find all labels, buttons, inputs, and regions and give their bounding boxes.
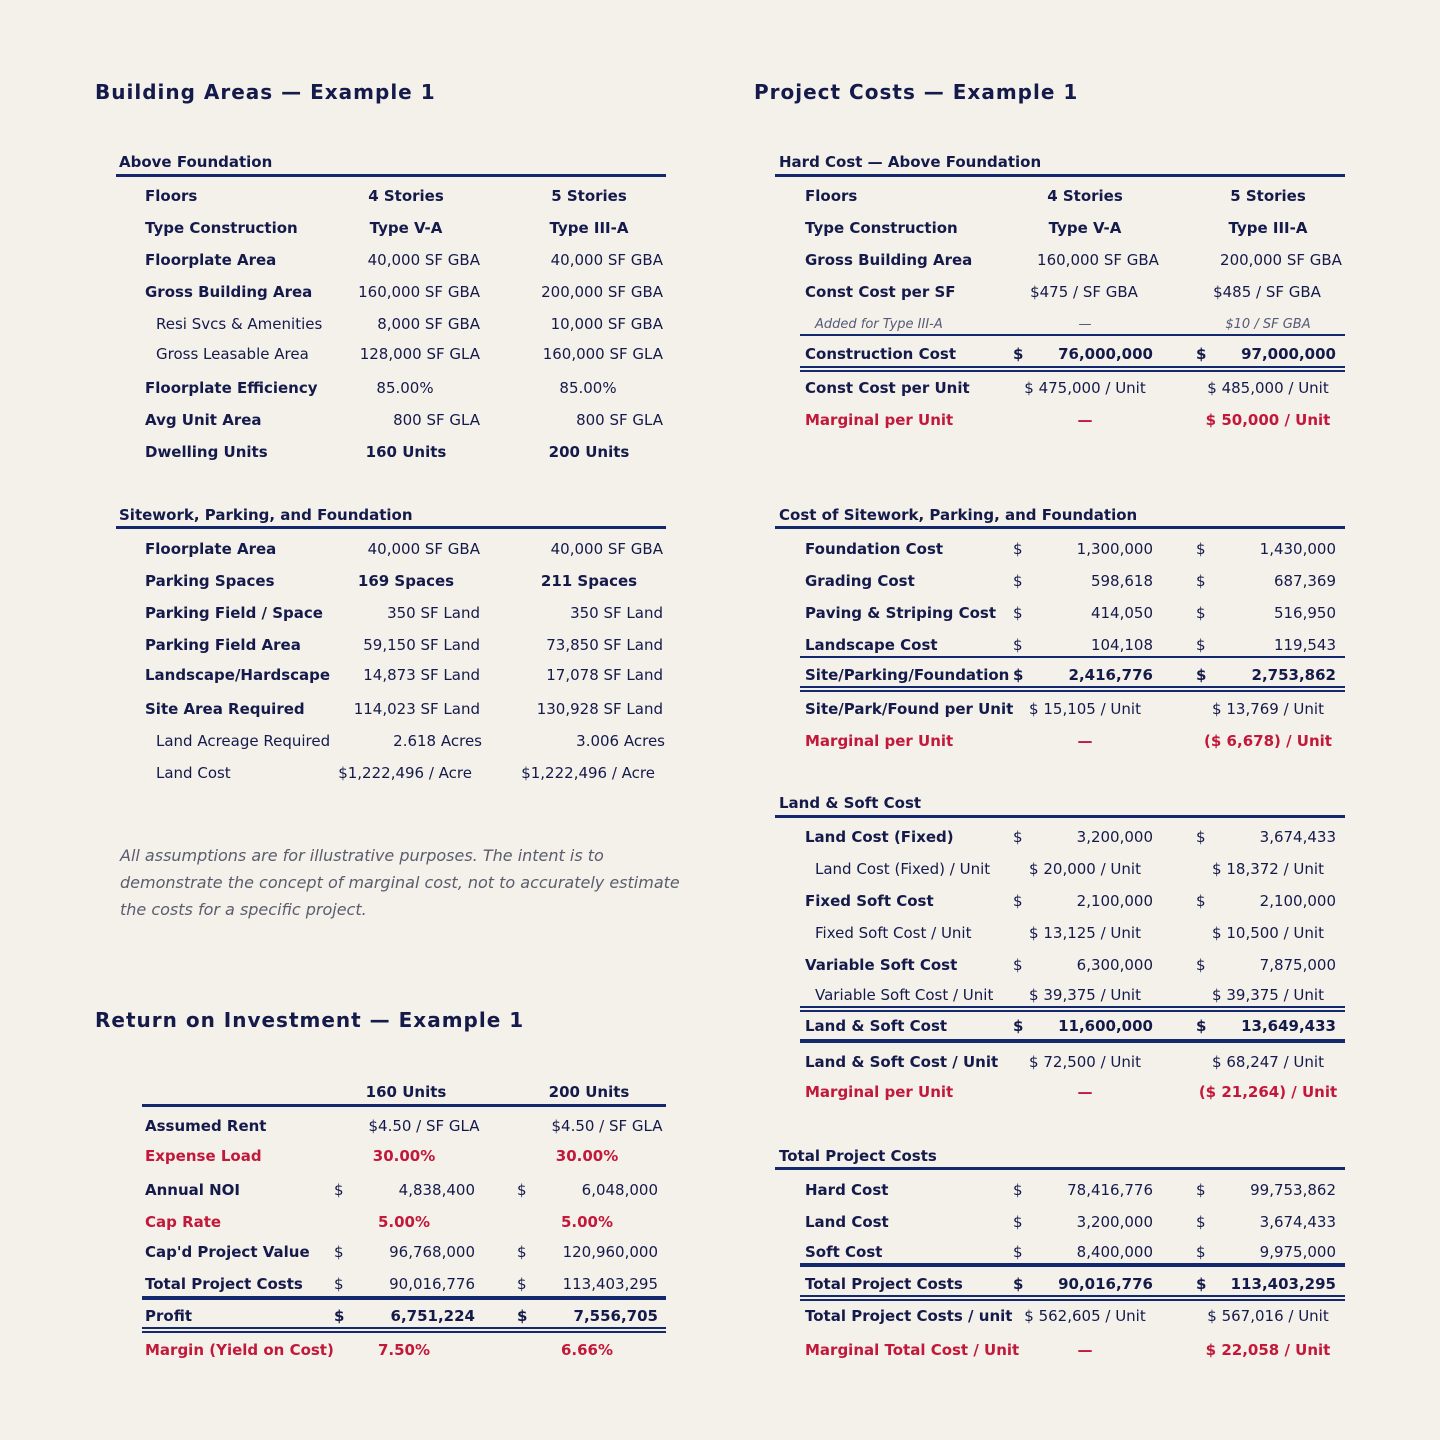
value-b: ($ 6,678) / Unit <box>1204 732 1332 750</box>
value-a: $ 20,000 / Unit <box>1029 860 1141 878</box>
value-b: $ 39,375 / Unit <box>1212 986 1324 1004</box>
dollar-sign: $ <box>1196 636 1206 654</box>
cost-row-label: Land Cost (Fixed) / Unit <box>815 860 991 878</box>
value-a: $4.50 / SF GLA <box>368 1117 480 1135</box>
above-foundation-heading: Above Foundation <box>119 153 273 171</box>
value-b: $ 22,058 / Unit <box>1205 1341 1331 1359</box>
dollar-sign: $ <box>1196 604 1206 622</box>
cost-row-label: Land & Soft Cost <box>805 1017 948 1035</box>
cost-row-label: Land & Soft Cost / Unit <box>805 1053 999 1071</box>
value-b: ($ 21,264) / Unit <box>1198 1083 1338 1101</box>
value-b: $ 567,016 / Unit <box>1207 1307 1329 1325</box>
value-a: 30.00% <box>372 1147 436 1165</box>
value-a: 8,000 SF GBA <box>377 315 480 333</box>
value-a: $475 / SF GBA <box>1030 283 1138 301</box>
dollar-sign: $ <box>1196 956 1206 974</box>
value-a: 2,416,776 <box>1068 666 1153 684</box>
cost-row-label: Marginal Total Cost / Unit <box>805 1341 1020 1359</box>
value-a: — <box>1077 1341 1093 1359</box>
divider <box>800 686 1345 688</box>
value-a: 2,100,000 <box>1076 892 1153 910</box>
value-a: Type V-A <box>1048 219 1122 237</box>
roi-col-b-header: 200 Units <box>548 1083 630 1101</box>
dollar-sign: $ <box>334 1243 344 1261</box>
dollar-sign: $ <box>1013 1243 1023 1261</box>
row-label: Land Acreage Required <box>156 732 331 750</box>
dollar-sign: $ <box>1196 892 1206 910</box>
value-a: $ 562,605 / Unit <box>1024 1307 1146 1325</box>
value-a: 350 SF Land <box>387 604 480 622</box>
value-a: — <box>1077 411 1093 429</box>
cost-row-label: Marginal per Unit <box>805 411 954 429</box>
divider <box>142 1296 666 1300</box>
value-a: 1,300,000 <box>1076 540 1153 558</box>
value-b: 3.006 Acres <box>576 732 665 750</box>
value-b: 3,674,433 <box>1259 828 1336 846</box>
cost-row-label: Land Cost (Fixed) <box>805 828 954 846</box>
row-label: Floorplate Area <box>145 251 277 269</box>
dollar-sign: $ <box>1013 540 1023 558</box>
divider <box>800 1263 1345 1267</box>
row-label: Floorplate Efficiency <box>145 379 318 397</box>
value-a: 90,016,776 <box>389 1275 475 1293</box>
value-a: 160,000 SF GBA <box>1037 251 1159 269</box>
value-b: Type III-A <box>549 219 629 237</box>
dollar-sign: $ <box>1196 540 1206 558</box>
cost-row-label: Fixed Soft Cost <box>805 892 934 910</box>
value-b: 7,556,705 <box>573 1307 658 1325</box>
cost-row-label: Soft Cost <box>805 1243 883 1261</box>
cost-row-label: Total Project Costs <box>805 1275 963 1293</box>
divider <box>800 1039 1345 1043</box>
value-a: 2.618 Acres <box>393 732 482 750</box>
dollar-sign: $ <box>1196 1213 1206 1231</box>
value-b: 5.00% <box>560 1213 614 1231</box>
dollar-sign: $ <box>1196 828 1206 846</box>
divider <box>775 526 1345 529</box>
dollar-sign: $ <box>334 1181 344 1199</box>
value-a: $1,222,496 / Acre <box>338 764 472 782</box>
dollar-sign: $ <box>1013 956 1023 974</box>
roi-row-label: Margin (Yield on Cost) <box>145 1341 334 1359</box>
cost-row-label: Total Project Costs / unit <box>805 1307 1013 1325</box>
roi-row-label: Cap'd Project Value <box>145 1243 310 1261</box>
value-b: 10,000 SF GBA <box>550 315 663 333</box>
total-costs-heading: Total Project Costs <box>779 1147 937 1165</box>
building-areas-title: Building Areas — Example 1 <box>95 80 436 104</box>
value-a: 40,000 SF GBA <box>367 540 480 558</box>
value-a: 414,050 <box>1090 604 1153 622</box>
value-b: 130,928 SF Land <box>536 700 663 718</box>
value-b: $ 10,500 / Unit <box>1212 924 1324 942</box>
value-b: 160,000 SF GLA <box>542 345 663 363</box>
cost-row-label: Marginal per Unit <box>805 1083 954 1101</box>
dollar-sign: $ <box>1013 1017 1024 1035</box>
divider <box>800 370 1345 372</box>
cost-row-label: Foundation Cost <box>805 540 944 558</box>
value-a: $ 13,125 / Unit <box>1029 924 1141 942</box>
value-a: 4,838,400 <box>398 1181 475 1199</box>
dollar-sign: $ <box>1013 572 1023 590</box>
value-b: 5 Stories <box>551 187 627 205</box>
cost-row-label: Landscape Cost <box>805 636 938 654</box>
divider <box>800 1010 1345 1012</box>
dollar-sign: $ <box>1013 666 1024 684</box>
value-a: 5.00% <box>377 1213 431 1231</box>
value-a: 14,873 SF Land <box>363 666 480 684</box>
cost-row-label: Floors <box>805 187 858 205</box>
value-b: 6.66% <box>560 1341 614 1359</box>
dollar-sign: $ <box>1196 1243 1206 1261</box>
roi-row-label: Profit <box>145 1307 192 1325</box>
value-a: — <box>1077 1083 1093 1101</box>
divider <box>800 334 1345 336</box>
row-label: Type Construction <box>145 219 298 237</box>
sitework-heading: Sitework, Parking, and Foundation <box>119 506 413 524</box>
value-a: $ 15,105 / Unit <box>1029 700 1141 718</box>
value-a: 90,016,776 <box>1058 1275 1153 1293</box>
value-a: 76,000,000 <box>1058 345 1153 363</box>
dollar-sign: $ <box>1013 1275 1024 1293</box>
value-b: 350 SF Land <box>570 604 663 622</box>
dollar-sign: $ <box>1196 345 1207 363</box>
value-b: 97,000,000 <box>1241 345 1336 363</box>
divider <box>800 1006 1345 1008</box>
site-cost-heading: Cost of Sitework, Parking, and Foundation <box>779 506 1138 524</box>
value-b: 40,000 SF GBA <box>550 540 663 558</box>
dollar-sign: $ <box>1013 604 1023 622</box>
value-a: 160,000 SF GBA <box>358 283 480 301</box>
dollar-sign: $ <box>517 1181 527 1199</box>
row-label: Dwelling Units <box>145 443 268 461</box>
cost-row-label: Const Cost per Unit <box>805 379 970 397</box>
value-b: 9,975,000 <box>1259 1243 1336 1261</box>
divider <box>800 1299 1345 1301</box>
dollar-sign: $ <box>1013 1213 1023 1231</box>
dollar-sign: $ <box>334 1275 344 1293</box>
dollar-sign: $ <box>1196 572 1206 590</box>
cost-row-label: Marginal per Unit <box>805 732 954 750</box>
project-costs-title: Project Costs — Example 1 <box>754 80 1079 104</box>
dollar-sign: $ <box>1013 1181 1023 1199</box>
dollar-sign: $ <box>1013 636 1023 654</box>
cost-row-label: Type Construction <box>805 219 958 237</box>
row-label: Parking Field / Space <box>145 604 323 622</box>
divider <box>116 526 666 529</box>
value-b: 200,000 SF GBA <box>541 283 663 301</box>
cost-row-label: Paving & Striping Cost <box>805 604 997 622</box>
cost-row-label: Added for Type III-A <box>815 317 943 332</box>
value-b: 687,369 <box>1273 572 1336 590</box>
value-a: $ 72,500 / Unit <box>1029 1053 1141 1071</box>
value-a: 4 Stories <box>368 187 444 205</box>
cost-row-label: Variable Soft Cost / Unit <box>815 986 994 1004</box>
row-label: Gross Building Area <box>145 283 313 301</box>
value-b: 119,543 <box>1273 636 1336 654</box>
value-b: 200 Units <box>548 443 630 461</box>
value-b: 120,960,000 <box>562 1243 658 1261</box>
row-label: Floorplate Area <box>145 540 277 558</box>
value-b: 13,649,433 <box>1241 1017 1336 1035</box>
dollar-sign: $ <box>1196 1181 1206 1199</box>
value-b: 516,950 <box>1273 604 1336 622</box>
value-a: Type V-A <box>369 219 443 237</box>
value-b: 2,753,862 <box>1251 666 1336 684</box>
value-b: 800 SF GLA <box>576 411 663 429</box>
dollar-sign: $ <box>1196 1017 1207 1035</box>
value-b: $1,222,496 / Acre <box>521 764 655 782</box>
cost-row-label: Construction Cost <box>805 345 956 363</box>
value-b: 2,100,000 <box>1259 892 1336 910</box>
value-b: Type III-A <box>1228 219 1308 237</box>
roi-row-label: Assumed Rent <box>145 1117 267 1135</box>
value-a: 96,768,000 <box>389 1243 475 1261</box>
dollar-sign: $ <box>517 1307 528 1325</box>
cost-row-label: Land Cost <box>805 1213 889 1231</box>
value-b: $ 18,372 / Unit <box>1212 860 1324 878</box>
divider <box>775 1167 1345 1170</box>
row-label: Parking Spaces <box>145 572 275 590</box>
divider <box>775 174 1345 177</box>
value-b: $ 485,000 / Unit <box>1207 379 1329 397</box>
dollar-sign: $ <box>1196 1275 1207 1293</box>
value-a: $ 39,375 / Unit <box>1029 986 1141 1004</box>
cost-row-label: Fixed Soft Cost / Unit <box>815 924 972 942</box>
value-b: 1,430,000 <box>1259 540 1336 558</box>
value-a: $ 475,000 / Unit <box>1024 379 1146 397</box>
value-a: 59,150 SF Land <box>363 636 480 654</box>
value-a: 85.00% <box>376 379 434 397</box>
dollar-sign: $ <box>517 1243 527 1261</box>
dollar-sign: $ <box>334 1307 345 1325</box>
divider <box>800 690 1345 692</box>
cost-row-label: Gross Building Area <box>805 251 973 269</box>
value-b: $10 / SF GBA <box>1225 317 1311 332</box>
dollar-sign: $ <box>1013 892 1023 910</box>
dollar-sign: $ <box>517 1275 527 1293</box>
divider <box>800 366 1345 368</box>
value-a: 128,000 SF GLA <box>359 345 480 363</box>
roi-row-label: Annual NOI <box>145 1181 241 1199</box>
row-label: Resi Svcs & Amenities <box>156 315 323 333</box>
value-b: 200,000 SF GBA <box>1220 251 1342 269</box>
value-a: 3,200,000 <box>1076 828 1153 846</box>
value-b: 40,000 SF GBA <box>550 251 663 269</box>
value-b: $485 / SF GBA <box>1213 283 1321 301</box>
value-a: 4 Stories <box>1047 187 1123 205</box>
divider <box>116 174 666 177</box>
value-b: $ 50,000 / Unit <box>1205 411 1331 429</box>
divider <box>142 1331 666 1333</box>
assumptions-note: All assumptions are for illustrative purposes. The intent is to demonstrate the concept of marginal cost, not to accurately estimate the costs for a specific project. <box>120 846 680 919</box>
value-a: 169 Spaces <box>357 572 455 590</box>
cost-row-label: Variable Soft Cost <box>805 956 958 974</box>
row-label: Floors <box>145 187 198 205</box>
divider <box>775 815 1345 818</box>
value-b: 211 Spaces <box>540 572 638 590</box>
value-b: 7,875,000 <box>1259 956 1336 974</box>
roi-title: Return on Investment — Example 1 <box>95 1008 525 1032</box>
land-soft-heading: Land & Soft Cost <box>779 794 922 812</box>
roi-row-label: Cap Rate <box>145 1213 222 1231</box>
dollar-sign: $ <box>1013 828 1023 846</box>
value-b: 5 Stories <box>1230 187 1306 205</box>
value-b: 113,403,295 <box>1230 1275 1336 1293</box>
value-a: 8,400,000 <box>1076 1243 1153 1261</box>
row-label: Landscape/Hardscape <box>145 666 331 684</box>
value-b: 85.00% <box>559 379 617 397</box>
value-a: 6,300,000 <box>1076 956 1153 974</box>
value-a: 3,200,000 <box>1076 1213 1153 1231</box>
value-a: 6,751,224 <box>390 1307 475 1325</box>
value-a: 800 SF GLA <box>393 411 480 429</box>
row-label: Gross Leasable Area <box>156 345 309 363</box>
divider <box>800 656 1345 658</box>
hard-cost-heading: Hard Cost — Above Foundation <box>779 153 1042 171</box>
value-b: 3,674,433 <box>1259 1213 1336 1231</box>
value-b: $ 68,247 / Unit <box>1212 1053 1324 1071</box>
value-a: 11,600,000 <box>1058 1017 1153 1035</box>
cost-row-label: Grading Cost <box>805 572 915 590</box>
dollar-sign: $ <box>1196 666 1207 684</box>
roi-row-label: Expense Load <box>145 1147 262 1165</box>
value-b: $4.50 / SF GLA <box>551 1117 663 1135</box>
cost-row-label: Site/Park/Found per Unit <box>805 700 1014 718</box>
value-a: 40,000 SF GBA <box>367 251 480 269</box>
value-b: $ 13,769 / Unit <box>1212 700 1324 718</box>
value-a: 160 Units <box>365 443 447 461</box>
value-a: 7.50% <box>377 1341 431 1359</box>
value-a: 114,023 SF Land <box>353 700 480 718</box>
value-b: 30.00% <box>555 1147 619 1165</box>
roi-row-label: Total Project Costs <box>145 1275 303 1293</box>
cost-row-label: Hard Cost <box>805 1181 889 1199</box>
roi-col-a-header: 160 Units <box>365 1083 447 1101</box>
row-label: Site Area Required <box>145 700 305 718</box>
value-a: 598,618 <box>1090 572 1153 590</box>
value-b: 73,850 SF Land <box>546 636 663 654</box>
value-a: 78,416,776 <box>1067 1181 1153 1199</box>
row-label: Land Cost <box>156 764 231 782</box>
cost-row-label: Site/Parking/Foundation <box>805 666 1010 684</box>
dollar-sign: $ <box>1013 345 1024 363</box>
row-label: Avg Unit Area <box>145 411 262 429</box>
value-a: 104,108 <box>1090 636 1153 654</box>
value-a: — <box>1078 317 1092 332</box>
divider <box>142 1327 666 1329</box>
cost-row-label: Const Cost per SF <box>805 283 956 301</box>
divider <box>142 1104 666 1107</box>
value-a: — <box>1077 732 1093 750</box>
divider <box>800 1295 1345 1297</box>
row-label: Parking Field Area <box>145 636 301 654</box>
value-b: 113,403,295 <box>562 1275 658 1293</box>
value-b: 17,078 SF Land <box>546 666 663 684</box>
value-b: 6,048,000 <box>581 1181 658 1199</box>
value-b: 99,753,862 <box>1250 1181 1336 1199</box>
